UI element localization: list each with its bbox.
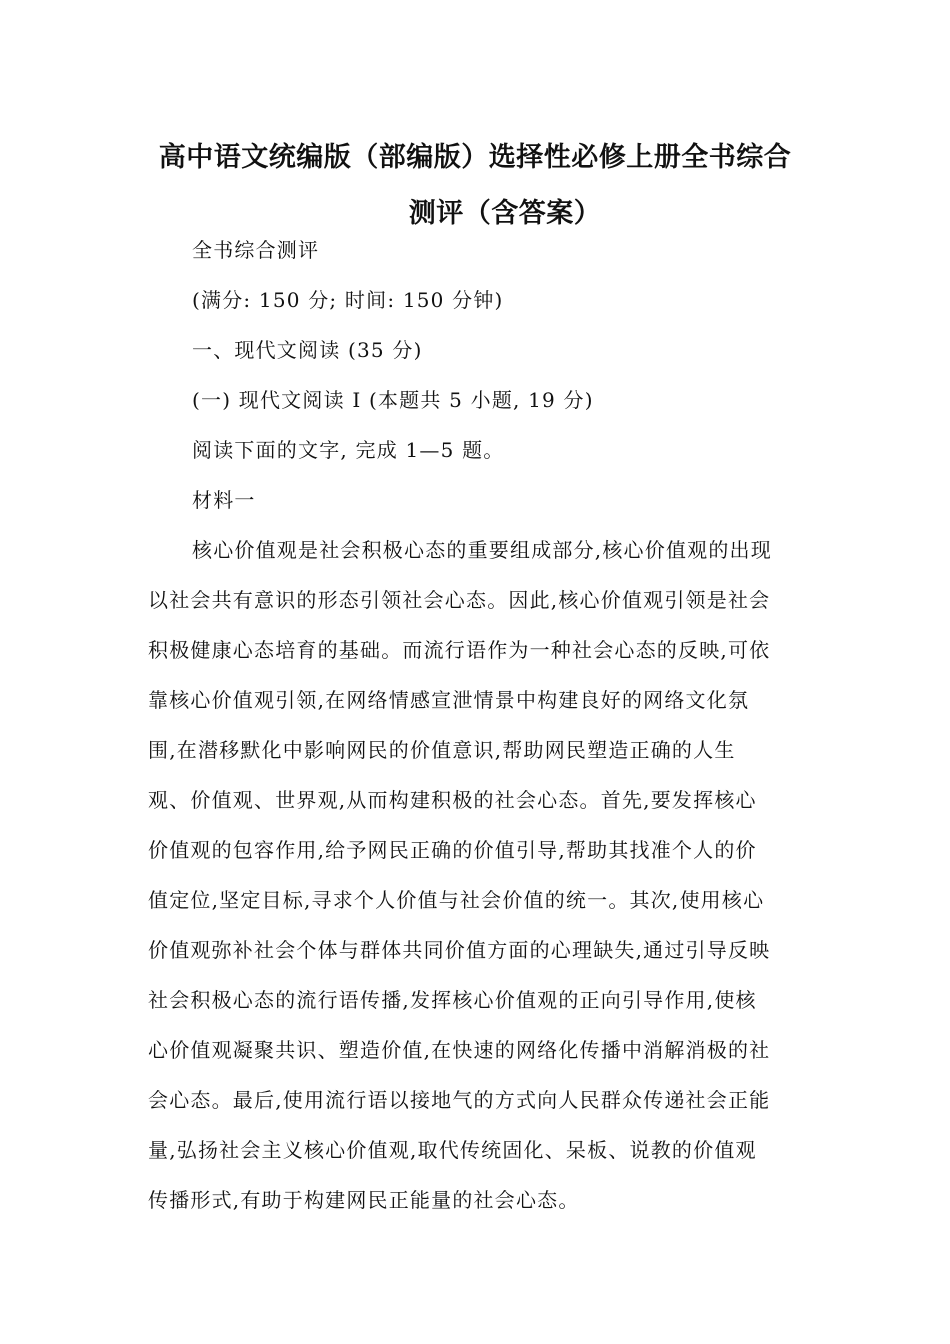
- paragraph-line: 价值观的包容作用,给予网民正确的价值引导,帮助其找准个人的价: [148, 838, 757, 862]
- paragraph-line: 积极健康心态培育的基础。而流行语作为一种社会心态的反映,可依: [148, 638, 771, 662]
- paragraph-line: 会心态。最后,使用流行语以接地气的方式向人民群众传递社会正能: [148, 1088, 771, 1112]
- document-title: [145, 130, 805, 242]
- paragraph-line: 量,弘扬社会主义核心价值观,取代传统固化、呆板、说教的价值观: [148, 1138, 757, 1162]
- test-subtitle: 全书综合测评: [192, 238, 320, 262]
- paragraph-line: 传播形式,有助于构建网民正能量的社会心态。: [148, 1188, 580, 1212]
- section-heading: 一、现代文阅读 (35 分): [192, 338, 423, 362]
- title-line-2: 测评（含答案）: [408, 198, 602, 229]
- paragraph-line: 观、价值观、世界观,从而构建积极的社会心态。首先,要发挥核心: [148, 788, 757, 812]
- paragraph-line: 靠核心价值观引领,在网络情感宣泄情景中构建良好的网络文化氛: [148, 688, 750, 712]
- paragraph-line: 值定位,坚定目标,寻求个人价值与社会价值的统一。其次,使用核心: [148, 888, 765, 912]
- reading-instruction: 阅读下面的文字, 完成 1—5 题。: [192, 438, 505, 462]
- paragraph-line: 核心价值观是社会积极心态的重要组成部分,核心价值观的出现: [192, 538, 772, 562]
- material-label: 材料一: [192, 488, 256, 512]
- subsection-heading: (一) 现代文阅读 I (本题共 5 小题, 19 分): [192, 388, 594, 412]
- paragraph-line: 社会积极心态的流行语传播,发挥核心价值观的正向引导作用,使核: [148, 988, 757, 1012]
- score-time-info: (满分: 150 分; 时间: 150 分钟): [192, 288, 504, 312]
- paragraph-line: 价值观弥补社会个体与群体共同价值方面的心理缺失,通过引导反映: [148, 938, 771, 962]
- title-line-1: 高中语文统编版（部编版）选择性必修上册全书综合: [158, 142, 792, 173]
- paragraph-line: 围,在潜移默化中影响网民的价值意识,帮助网民塑造正确的人生: [148, 738, 736, 762]
- paragraph-line: 心价值观凝聚共识、塑造价值,在快速的网络化传播中消解消极的社: [148, 1038, 771, 1062]
- paragraph-line: 以社会共有意识的形态引领社会心态。因此,核心价值观引领是社会: [148, 588, 771, 612]
